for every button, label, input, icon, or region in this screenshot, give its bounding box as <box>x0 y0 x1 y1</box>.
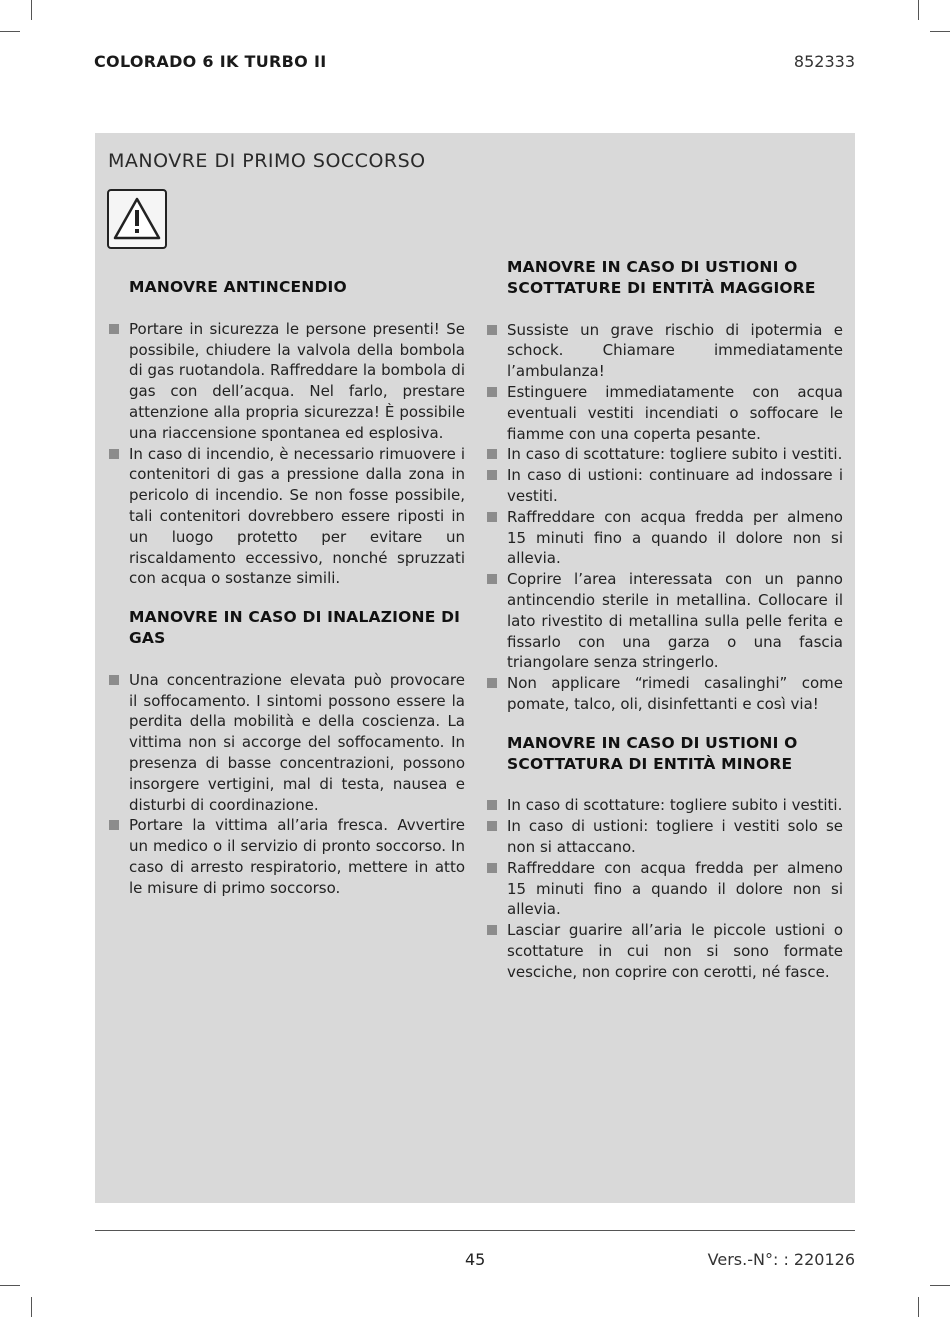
panel-title: MANOVRE DI PRIMO SOCCORSO <box>108 150 426 172</box>
list-item <box>507 569 843 673</box>
list-item-text: Sussiste un grave rischio di ipotermia e schock. Chiamare immediatamente l’ambulanza! <box>507 320 843 381</box>
list-item-text: Coprire l’area interessata con un panno antincendio sterile in metallina. Collocare il lato rivestito di metallina sulla pelle ferita e fissarlo con una garza o una fascia triangolare senza stringerlo. <box>507 570 843 672</box>
list-item-text: Portare in sicurezza le persone presenti! Se possibile, chiudere la valvola della bombola di gas ruotandola. Raffreddare la bombola di gas con dell’acqua. Nel farlo, prestare attenzione alla propria sicurezza! È possibile una riaccensione spontanea ed esplosiva. <box>129 319 465 442</box>
crop-mark-bl-h <box>0 1285 20 1286</box>
version-number: Vers.-N°: : 220126 <box>707 1250 855 1269</box>
crop-mark-tl-v <box>31 0 32 20</box>
section <box>507 257 843 715</box>
list-item-text: In caso di ustioni: continuare ad indossare i vestiti. <box>507 466 843 505</box>
square-bullet-icon <box>487 678 497 688</box>
list-item-text: In caso di scottature: togliere subito i vestiti. <box>507 796 843 815</box>
list-item-text: Raffreddare con acqua fredda per almeno 15 minuti fino a quando il dolore non si allevia. <box>507 507 843 568</box>
list-item-text: Raffreddare con acqua fredda per almeno 15 minuti fino a quando il dolore non si allevia. <box>507 858 843 919</box>
crop-mark-tr-v <box>918 0 919 20</box>
square-bullet-icon <box>487 325 497 335</box>
list-item <box>507 465 843 507</box>
square-bullet-icon <box>487 574 497 584</box>
section <box>129 607 465 898</box>
list-item-text: Portare la vittima all’aria fresca. Avvertire un medico o il servizio di pronto soccorso. In caso di arresto respiratorio, mettere in atto le misure di primo soccorso. <box>129 816 465 897</box>
list-item <box>507 320 843 382</box>
footer-rule <box>95 1230 855 1231</box>
section-heading: MANOVRE IN CASO DI USTIONI O SCOTTATURA DI ENTITÀ MINORE <box>507 733 798 773</box>
list-item-text: Estinguere immediatamente con acqua eventuali vestiti incendiati o soffocare le fiamme con una coperta pesante. <box>507 382 843 443</box>
list-item <box>507 507 843 569</box>
section <box>129 277 465 589</box>
product-code: 852333 <box>793 52 855 71</box>
list-item <box>507 816 843 858</box>
list-item <box>507 673 843 715</box>
bullet-list <box>507 320 843 715</box>
list-item <box>129 319 465 444</box>
model-name: COLORADO 6 IK TURBO II <box>94 52 327 71</box>
left-column <box>129 277 465 899</box>
crop-mark-tr-h <box>930 31 950 32</box>
list-item-text: In caso di scottature: togliere subito i vestiti. <box>507 445 843 464</box>
bullet-list <box>507 795 843 982</box>
square-bullet-icon <box>109 449 119 459</box>
square-bullet-icon <box>487 449 497 459</box>
list-item <box>129 444 465 590</box>
warning-triangle-icon <box>107 189 167 249</box>
list-item <box>507 444 843 465</box>
crop-mark-br-h <box>930 1285 950 1286</box>
square-bullet-icon <box>109 324 119 334</box>
square-bullet-icon <box>487 512 497 522</box>
square-bullet-icon <box>487 821 497 831</box>
bullet-list <box>129 670 465 899</box>
section-heading: MANOVRE IN CASO DI INALAZIONE DI GAS <box>129 608 461 647</box>
square-bullet-icon <box>109 675 119 685</box>
square-bullet-icon <box>487 925 497 935</box>
square-bullet-icon <box>487 470 497 480</box>
list-item-text: Una concentrazione elevata può provocare il soffocamento. I sintomi possono essere la perdita della mobilità e della coscienza. La vittima non si accorge del soffocamento. In presenza di basse concentrazioni, possono insorgere vertigini, mal di testa, nausea e disturbi di coordinazione. <box>129 670 465 814</box>
section <box>507 733 843 983</box>
list-item <box>129 815 465 898</box>
bullet-list <box>129 319 465 589</box>
square-bullet-icon <box>487 800 497 810</box>
crop-mark-br-v <box>918 1297 919 1317</box>
list-item <box>129 670 465 816</box>
list-item <box>507 795 843 816</box>
section-heading: MANOVRE ANTINCENDIO <box>129 278 347 296</box>
square-bullet-icon <box>487 863 497 873</box>
list-item-text: Lasciar guarire all’aria le piccole ustioni o scottature in cui non si sono formate vesciche, non coprire con cerotti, né fasce. <box>507 921 843 981</box>
list-item-text: In caso di incendio, è necessario rimuovere i contenitori di gas a pressione dalla zona in pericolo di incendio. Se non fosse possibile, tali contenitori dovrebbero essere riposti in un luogo protetto per evitare un riscaldamento eccessivo, nonché spruzzati con acqua o sostanze simili. <box>129 444 465 588</box>
list-item <box>507 382 843 444</box>
list-item-text: In caso di ustioni: togliere i vestiti solo se non si attaccano. <box>507 817 843 856</box>
list-item <box>507 920 843 982</box>
list-item-text: Non applicare “rimedi casalinghi” come pomate, talco, oli, disinfettanti e così via! <box>507 674 843 713</box>
square-bullet-icon <box>109 820 119 830</box>
right-column <box>507 257 843 983</box>
crop-mark-tl-h <box>0 31 20 32</box>
square-bullet-icon <box>487 387 497 397</box>
first-aid-panel <box>95 133 855 1203</box>
section-heading: MANOVRE IN CASO DI USTIONI O SCOTTATURE DI ENTITÀ MAGGIORE <box>507 258 816 297</box>
crop-mark-bl-v <box>31 1297 32 1317</box>
list-item <box>507 858 843 920</box>
page-number: 45 <box>465 1250 486 1269</box>
